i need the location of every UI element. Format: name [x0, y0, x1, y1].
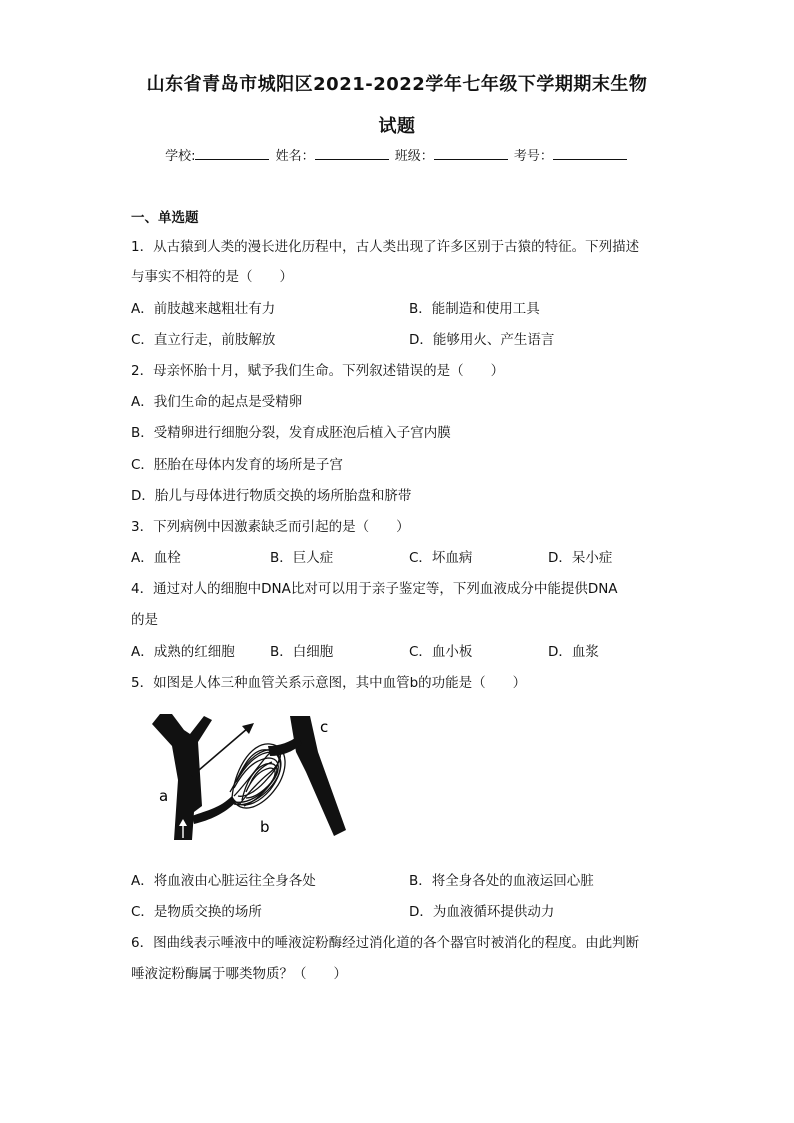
question-2-option-b: B．受精卵进行细胞分裂，发育成胚泡后植入子宫内膜 [131, 425, 451, 441]
question-3-option-d: D．呆小症 [548, 550, 613, 566]
question-2-option-c: C．胚胎在母体内发育的场所是子宫 [131, 457, 343, 473]
question-4-option-b: B．白细胞 [270, 644, 334, 660]
name-label: 姓名： [275, 149, 315, 164]
question-2-option-a: A．我们生命的起点是受精卵 [131, 394, 303, 410]
question-4-stem-line2: 的是 [131, 612, 158, 628]
question-5-option-a: A．将血液由心脏运往全身各处 [131, 873, 316, 889]
question-3-option-a: A．血栓 [131, 550, 181, 566]
question-5-option-c: C．是物质交换的场所 [131, 904, 262, 920]
question-1-stem-line1: 1．从古猿到人类的漫长进化历程中，古人类出现了许多区别于古猿的特征。下列描述 [131, 239, 640, 255]
question-1-option-b: B．能制造和使用工具 [409, 301, 540, 317]
question-5-option-d: D．为血液循环提供动力 [409, 904, 555, 920]
vessel-c-shape [290, 716, 346, 836]
question-3-option-c: C．坏血病 [409, 550, 473, 566]
question-1-option-c: C．直立行走，前肢解放 [131, 332, 276, 348]
capillary-network [230, 744, 285, 808]
question-4-stem-line1: 4．通过对人的细胞中DNA比对可以用于亲子鉴定等，下列血液成分中能提供DNA [131, 581, 618, 597]
exam-title-line1: 山东省青岛市城阳区2021-2022学年七年级下学期期末生物 [146, 74, 648, 95]
blood-vessel-diagram [150, 712, 350, 842]
exam-number-label: 考号： [513, 149, 553, 164]
class-blank [434, 147, 508, 160]
section-heading: 一、单选题 [131, 210, 199, 226]
name-blank [315, 147, 389, 160]
question-4-option-d: D．血浆 [548, 644, 599, 660]
question-2-option-d: D．胎儿与母体进行物质交换的场所胎盘和脐带 [131, 488, 412, 504]
question-6-stem-line2: 唾液淀粉酶属于哪类物质？（ ） [131, 966, 347, 982]
question-3-option-b: B．巨人症 [270, 550, 334, 566]
question-2-stem: 2．母亲怀胎十月，赋予我们生命。下列叙述错误的是（ ） [131, 363, 505, 379]
question-1-stem-line2: 与事实不相符的是（ ） [131, 269, 293, 285]
question-6-stem-line1: 6．图曲线表示唾液中的唾液淀粉酶经过消化道的各个器官时被消化的程度。由此判断 [131, 935, 640, 951]
question-5-option-b: B．将全身各处的血液运回心脏 [409, 873, 594, 889]
school-label: 学校: [165, 149, 196, 164]
question-5-stem: 5．如图是人体三种血管关系示意图，其中血管b的功能是（ ） [131, 675, 527, 691]
exam-title-line2: 试题 [378, 116, 416, 137]
school-blank [195, 147, 269, 160]
label-b: b [260, 818, 270, 836]
student-info-row [0, 145, 794, 164]
question-4-option-c: C．血小板 [409, 644, 473, 660]
question-1-option-a: A．前肢越来越粗壮有力 [131, 301, 276, 317]
class-label: 班级： [394, 149, 434, 164]
label-a: a [159, 787, 169, 805]
question-1-option-d: D．能够用火、产生语言 [409, 332, 555, 348]
question-3-stem: 3．下列病例中因激素缺乏而引起的是（ ） [131, 519, 410, 535]
label-c: c [320, 718, 329, 736]
question-4-option-a: A．成熟的红细胞 [131, 644, 235, 660]
exam-number-blank [553, 147, 627, 160]
